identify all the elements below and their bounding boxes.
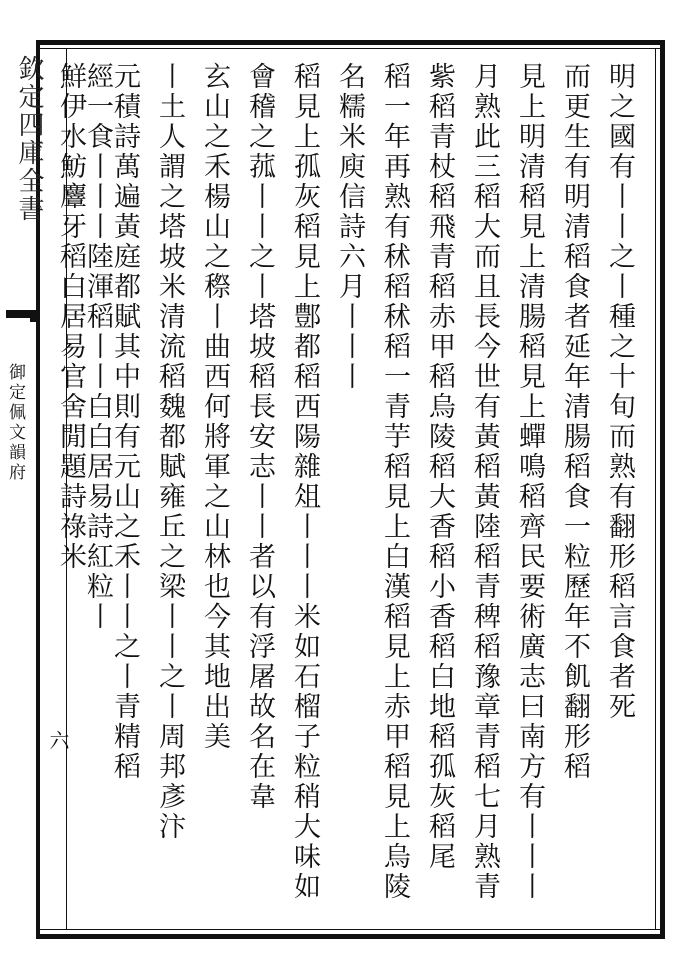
text-column: 見上明清稻見上清腸稻見上蟬鳴稻齊民要術廣志曰南方有丨丨丨 bbox=[514, 62, 545, 902]
text-column: 名糯米庾信詩六月丨丨丨 bbox=[334, 62, 365, 392]
top-border-inner bbox=[36, 48, 664, 49]
text-column: 紫稻青杖稻飛青稻赤甲稻烏陵稻大香稻小香稻白地稻孤灰稻尾 bbox=[424, 62, 455, 872]
text-column: 丨土人謂之塔坡米清流稻魏都賦雍丘之梁丨丨之丨周邦彥汴 bbox=[154, 62, 185, 842]
text-column: 而更生有明清稻食者延年清腸稻食一粒歷年不飢翻形稻 bbox=[559, 62, 590, 782]
bottom-border bbox=[36, 934, 664, 939]
text-column: 玄山之禾楊山之穄丨曲西何將軍之山林也今其地出美 bbox=[199, 62, 230, 752]
book-title: 御定佩文韻府 bbox=[0, 318, 30, 528]
text-column: 元積詩萬遍黃庭都賦其中則有元山之禾丨丨之丨青精稻 bbox=[109, 62, 140, 782]
bottom-border-inner bbox=[36, 929, 664, 930]
right-border bbox=[660, 40, 665, 939]
top-border bbox=[36, 40, 664, 45]
gutter-text: 欽定四庫全書 bbox=[14, 55, 44, 223]
text-column: 經一食丨丨丨陸渾稻丨丨白白居易詩紅粒丨 bbox=[82, 62, 113, 632]
text-column: 稻見上孤灰稻見上鄷都稻西陽雜俎丨丨丨米如石榴子粒稍大味如 bbox=[289, 62, 320, 902]
text-column: 月熟此三稻大而且長今世有黃稻黃陸稻青稗稻豫章青稻七月熟青 bbox=[469, 62, 500, 902]
right-border-inner bbox=[655, 48, 656, 930]
page-number: 六 bbox=[46, 730, 70, 750]
text-column: 稻一年再熟有秫稻秫稻一青芋稻見上白漢稻見上赤甲稻見上烏陵 bbox=[379, 62, 410, 902]
text-column: 會稽之菰丨丨之丨塔坡稻長安志丨丨者以有浮屠故名在韋 bbox=[244, 62, 275, 812]
text-column: 明之國有丨丨之丨種之十旬而熟有翻形稻言食者死 bbox=[604, 62, 635, 722]
text-column: 鮮伊水魴麞牙稻白居易官舍閒題詩祿米 bbox=[55, 62, 86, 572]
